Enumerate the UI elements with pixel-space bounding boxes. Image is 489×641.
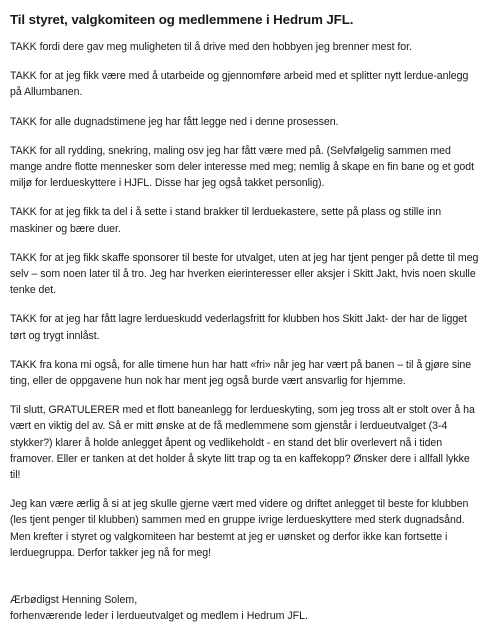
letter-paragraph: Til slutt, GRATULERER med et flott baneanlegg for lerdueskyting, som jeg tross alt er stolt over å ha vært en viktig del av. Så er mitt ønske at de få medlemmene som gjenstår i lerdueutvalget (3-4 stykker?) klarer å holde anlegget åpent og vedlikeholdt - en stand det blir overlevert nå i tiden framover. Eller er tanken at det holder å skyte litt trap og ta en kaffekopp? Ønsker dere i allfall lykke til! xyxy=(10,404,475,482)
letter-paragraph: TAKK for at jeg fikk være med å utarbeide og gjennomføre arbeid med et splitter nytt lerdue-anlegg på Allumbanen. xyxy=(10,70,469,99)
closing-signature-line: forhenværende leder i lerdueutvalget og medlem i Hedrum JFL. xyxy=(10,610,308,623)
letter-paragraph: TAKK fra kona mi også, for alle timene hun har hatt «fri» når jeg har vært på banen – til å gjøre sine ting, eller de oppgavene hun nok har ment jeg også burde vært ansvarlig for hjemme. xyxy=(10,358,472,388)
letter-title: Til styret, valgkomiteen og medlemmene i Hedrum JFL. xyxy=(10,12,354,27)
letter-closing xyxy=(10,592,480,624)
letter-paragraph: TAKK for at jeg fikk skaffe sponsorer til beste for utvalget, uten at jeg har tjent penger på dette til meg selv – som noen later til å tro. Jeg har hverken eierinteresser eller aksjer i Skitt Jakt, hvis noen skulle tenke det. xyxy=(10,251,479,297)
letter-paragraph: Jeg kan være ærlig å si at jeg skulle gjerne vært med videre og driftet anlegget til beste for klubben (les tjent penger til klubben) sammen med en gruppe ivrige lerdueskyttere med sterk dugnadsånd. Men krefter i styret og valgkomiteen har bestemt at jeg er uønsket og derfor ikke kan fortsette i lerduegruppa. Derfor takker jeg nå for meg! xyxy=(10,498,469,559)
letter-paragraph: TAKK fordi dere gav meg muligheten til å drive med den hobbyen jeg brenner mest for. xyxy=(10,41,412,53)
letter-paragraph: TAKK for at jeg har fått lagre lerdueskudd vederlagsfritt for klubben hos Skitt Jakt- der har de ligget tørt og trygt innlåst. xyxy=(10,313,467,342)
letter-page xyxy=(10,0,480,624)
closing-salutation: Ærbødigst Henning Solem, xyxy=(10,594,138,607)
letter-paragraph: TAKK for all rydding, snekring, maling osv jeg har fått være med på. (Selvfølgelig sammen med mange andre flotte mennesker som deler interesse med meg; nemlig å skape en fin bane og et godt miljø for lerdueskyttere i HJFL. Disse har jeg også takket personlig). xyxy=(10,144,475,190)
letter-paragraph: TAKK for alle dugnadstimene jeg har fått legge ned i denne prosessen. xyxy=(10,115,339,128)
letter-paragraph: TAKK for at jeg fikk ta del i å sette i stand brakker til lerduekastere, sette på plass og stille inn maskiner og bære duer. xyxy=(10,206,442,235)
